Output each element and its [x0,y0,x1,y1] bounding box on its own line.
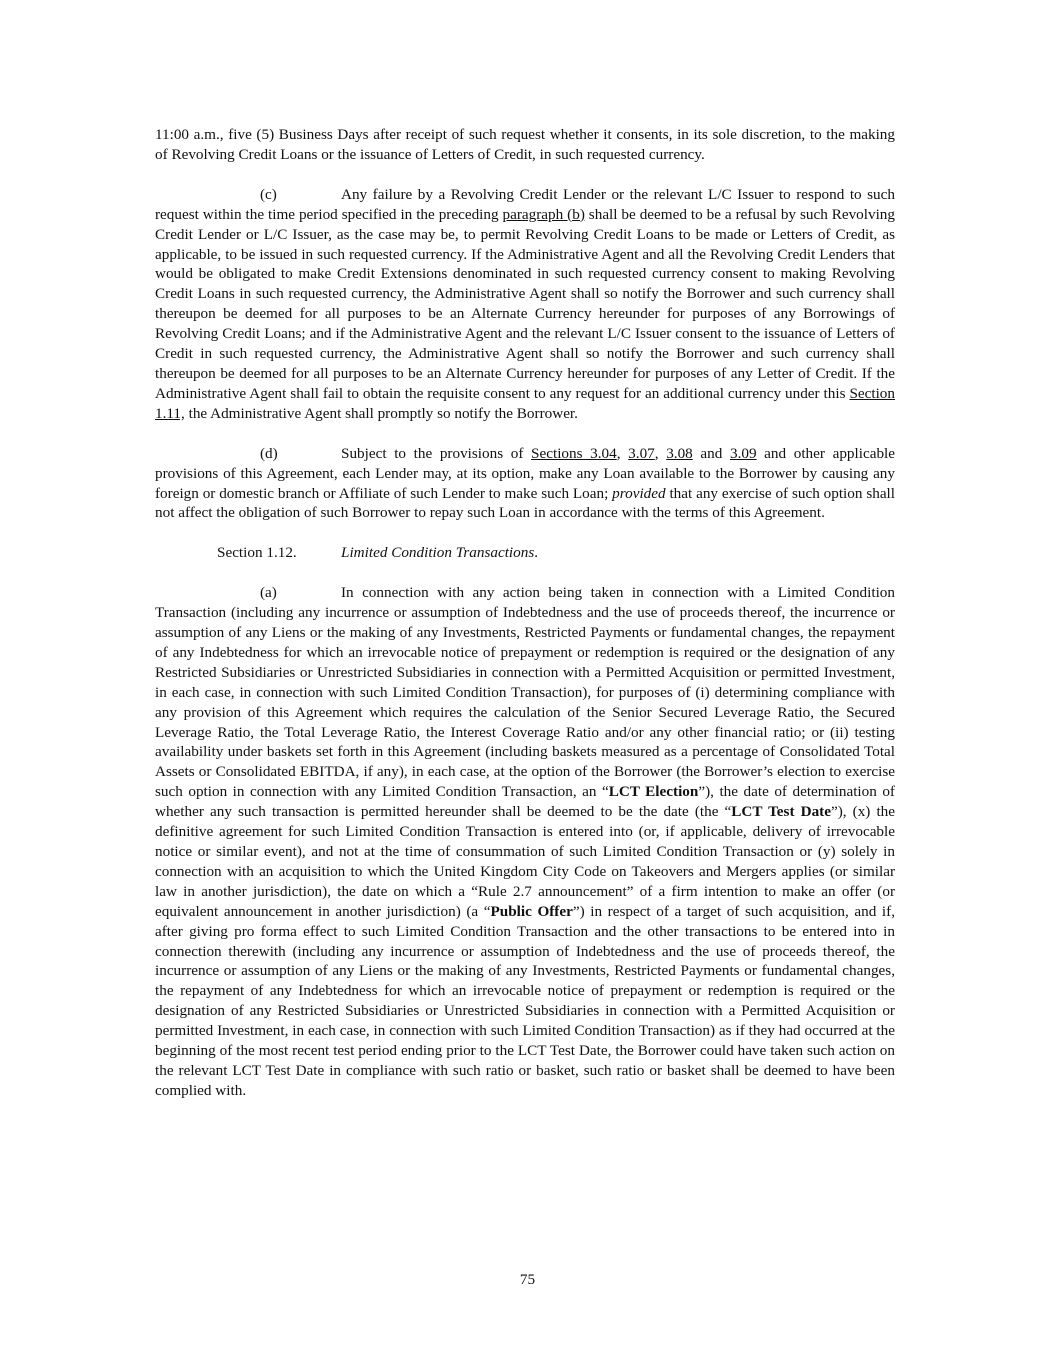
paragraph-b-reference: paragraph (b) [502,205,585,223]
paragraph-d-text-2: and other applicable provisions of this Agreement, each Lender may, at its option, make any Loan available to the Borrower by causing any foreign or domestic branch or Affiliate of such Lender to make such Loan; [155,444,895,502]
paragraph-c-text-1: Any failure by a Revolving Credit Lender or the relevant L/C Issuer to respond to such request within the time period specified in the preceding [155,185,895,223]
section-1-11-reference: Section 1.11, [155,384,895,422]
paragraph-d [155,444,895,524]
paragraph-a-text-2: ”), the date of determination of whether any such transaction is permitted hereunder shall be deemed to be the date (the “ [155,783,895,821]
paragraph-continuation [155,125,895,165]
section-heading [217,543,895,563]
paragraph-a-text-4: ”) in respect of a target of such acquisition, and if, after giving pro forma effect to such Limited Condition Transaction and the other transactions to be entered into in connection therewith (including any incurrence or assumption of Indebtedness and the use of proceeds thereof, the incurrence or assumption of any Liens or the making of any Investments, Restricted Payments or fundamental changes, the repayment of any Indebtedness for which an irrevocable notice of prepayment or redemption is required or the designation of any Restricted Subsidiaries or Unrestricted Subsidiaries in connection with a Permitted Acquisition or permitted Investment, in each case, in connection with such Limited Condition Transaction) as if they had occurred at the beginning of the most recent test period ending prior to the LCT Test Date, the Borrower could have taken such action on the relevant LCT Test Date in compliance with such ratio or basket, such ratio or basket shall be deemed to have been complied with. [155,902,896,1099]
page-number: 75 [519,1271,536,1288]
paragraph-continuation-text: 11:00 a.m., five (5) Business Days after receipt of such request whether it consents, in its sole discretion, to the making of Revolving Credit Loans or the issuance of Letters of Credit, in such requested currency. [155,126,895,163]
paragraph-d-separator-2: , [654,444,667,462]
paragraph-d-separator-1: , [616,444,629,462]
paragraph-a-text-3: ”), (x) the definitive agreement for such Limited Condition Transaction is entered into (or, if applicable, delivery of irrevocable notice or similar event), and not at the time of consummation of such Limited Condition Transaction or (y) solely in connection with an acquisition to which the United Kingdom City Code on Takeovers and Mergers applies (or similar law in another jurisdiction), the date on which a “Rule 2.7 announcement” of a firm intention to make an offer (or equivalent announcement in another jurisdiction) (a “ [155,803,896,920]
paragraph-d-text-3: that any exercise of such option shall not affect the obligation of such Borrower to repay such Loan in accordance with the terms of this Agreement. [155,484,896,522]
section-title: Limited Condition Transactions [341,544,535,562]
section-3-07-reference: 3.07 [628,444,655,462]
paragraph-d-separator-3: and [692,444,730,462]
section-3-09-reference: 3.09 [729,444,757,462]
paragraph-c-text-3: the Administrative Agent shall promptly so notify the Borrower. [184,404,578,422]
lct-test-date-term: LCT Test Date [731,803,831,821]
lct-election-term: LCT Election [608,783,699,801]
paragraph-d-text-1: Subject to the provisions of [341,444,532,462]
paragraph-a-label: (a) [260,584,277,602]
document-page [155,125,895,1121]
paragraph-c [155,185,895,424]
section-title-period: . [534,544,539,562]
section-3-08-reference: 3.08 [666,444,693,462]
paragraph-a-text-1: In connection with any action being taken in connection with a Limited Condition Transaction (including any incurrence or assumption of Indebtedness and the use of proceeds thereof, the incurrence or assumption of any Liens or the making of any Investments, Restricted Payments or fundamental changes, the repayment of any Indebtedness for which an irrevocable notice of prepayment or redemption is required or the designation of any Restricted Subsidiaries or Unrestricted Subsidiaries in connection with a Permitted Acquisition or permitted Investment, in each case, in connection with such Limited Condition Transaction), for purposes of (i) determining compliance with any provision of this Agreement which requires the calculation of the Senior Secured Leverage Ratio, the Secured Leverage Ratio, the Total Leverage Ratio, the Interest Coverage Ratio and/or any other financial ratio; or (ii) testing availability under baskets set forth in this Agreement (including baskets measured as a percentage of Consolidated Total Assets or Consolidated EBITDA, if any), in each case, at the option of the Borrower (the Borrower’s election to exercise such option in connection with any Limited Condition Transaction, an “ [155,584,895,801]
sections-3-04-reference: Sections 3.04 [531,444,617,462]
paragraph-c-label: (c) [260,185,277,203]
provided-term: provided [612,484,666,502]
paragraph-d-label: (d) [260,444,278,462]
paragraph-a [155,583,895,1101]
section-number: Section 1.12. [217,544,297,562]
public-offer-term: Public Offer [490,902,573,920]
paragraph-c-text-2: shall be deemed to be a refusal by such Revolving Credit Lender or L/C Issuer, as the case may be, to permit Revolving Credit Loans to be made or Letters of Credit, as applicable, to be issued in such requested currency. If the Administrative Agent and all the Revolving Credit Lenders that would be obligated to make Credit Extensions denominated in such requested currency consent to making Revolving Credit Loans in such requested currency, the Administrative Agent shall so notify the Borrower and such currency shall thereupon be deemed for all purposes to be an Alternate Currency hereunder for purposes of any Borrowings of Revolving Credit Loans; and if the Administrative Agent and the relevant L/C Issuer consent to the issuance of Letters of Credit in such requested currency, the Administrative Agent shall so notify the Borrower and such currency shall thereupon be deemed for all purposes to be an Alternate Currency hereunder for purposes of any Letter of Credit. If the Administrative Agent shall fail to obtain the requisite consent to any request for an additional currency under this [155,205,895,402]
